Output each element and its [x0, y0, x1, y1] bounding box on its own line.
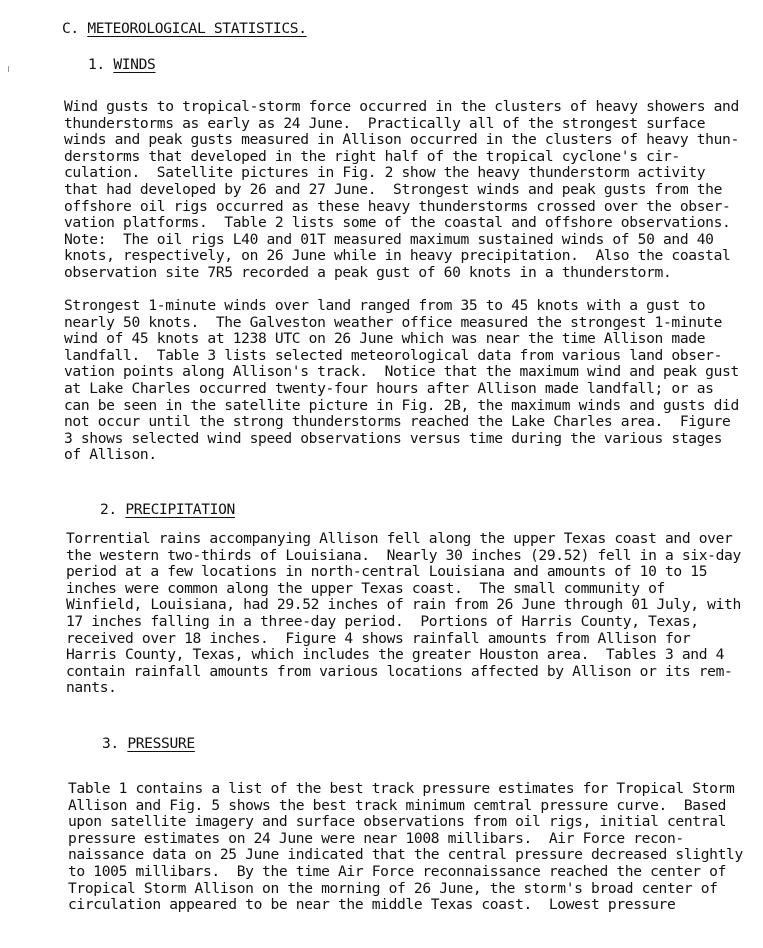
text-line: to 1005 millibars. By the time Air Force reconnaissance reached the center of: [68, 862, 727, 880]
text-line: 3 shows selected wind speed observations versus time during the various stages: [64, 429, 723, 447]
text-line: not occur until the strong thunderstorms reached the Lake Charles area. Figure: [64, 413, 731, 431]
text-line: Strongest 1-minute winds over land ranged from 35 to 45 knots with a gust to: [64, 297, 706, 314]
precipitation-number: 2.: [100, 501, 117, 518]
winds-paragraph-1: [64, 99, 754, 282]
text-line: can be seen in the satellite picture in Fig. 2B, the maximum winds and gusts did: [64, 396, 739, 414]
text-line: wind of 45 knots at 1238 UTC on 26 June which was near the time Allison made: [64, 330, 706, 348]
text-line: Harris County, Texas, which includes the greater Houston area. Tables 3 and 4: [66, 646, 725, 664]
scan-artifact: [8, 66, 9, 72]
text-line: Note: The oil rigs L40 and 01T measured maximum sustained winds of 50 and 40: [64, 230, 714, 248]
text-line: vation points along Allison's track. Notice that the maximum wind and peak gust: [64, 363, 739, 381]
text-line: derstorms that developed in the right half of the tropical cyclone's cir-: [64, 147, 680, 165]
text-line: Tropical Storm Allison on the morning of 26 June, the storm's broad center of: [68, 879, 718, 897]
text-line: vation platforms. Table 2 lists some of the coastal and offshore observations.: [64, 214, 731, 232]
text-line: received over 18 inches. Figure 4 shows rainfall amounts from Allison for: [66, 629, 691, 647]
winds-heading: [88, 56, 156, 73]
text-line: Wind gusts to tropical-storm force occurred in the clusters of heavy showers and: [64, 98, 739, 115]
text-line: inches were common along the upper Texas coast. The small community of: [66, 579, 665, 597]
text-line: nearly 50 knots. The Galveston weather office measured the strongest 1-minute: [64, 313, 723, 331]
text-line: culation. Satellite pictures in Fig. 2 show the heavy thunderstorm activity: [64, 164, 706, 182]
text-line: thunderstorms as early as 24 June. Practically all of the strongest surface: [64, 114, 706, 132]
section-label: C.: [62, 20, 79, 37]
text-line: period at a few locations in north-central Louisiana and amounts of 10 to 15: [66, 563, 708, 581]
text-line: Table 1 contains a list of the best track pressure estimates for Tropical Storm: [68, 780, 735, 797]
text-line: observation site 7R5 recorded a peak gust of 60 knots in a thunderstorm.: [64, 263, 672, 281]
text-line: pressure estimates on 24 June were near 1008 millibars. Air Force recon-: [68, 829, 684, 847]
precipitation-paragraph: [66, 531, 756, 697]
text-line: knots, respectively, on 26 June while in heavy precipitation. Also the coastal: [64, 247, 731, 265]
text-line: the western two-thirds of Louisiana. Nearly 30 inches (29.52) fell in a six-day: [66, 546, 741, 564]
precipitation-heading: [100, 501, 235, 518]
text-line: that had developed by 26 and 27 June. Strongest winds and peak gusts from the: [64, 180, 723, 198]
pressure-heading: [102, 735, 195, 752]
precipitation-title: PRECIPITATION: [125, 501, 235, 518]
text-line: landfall. Table 3 lists selected meteorological data from various land obser-: [64, 346, 723, 364]
text-line: 17 inches falling in a three-day period. Portions of Harris County, Texas,: [66, 612, 699, 630]
winds-title: WINDS: [113, 56, 156, 73]
section-header: [62, 20, 307, 37]
text-line: contain rainfall amounts from various locations affected by Allison or its rem-: [66, 662, 733, 680]
text-line: naissance data on 25 June indicated that the central pressure decreased slightly: [68, 846, 743, 864]
text-line: upon satellite imagery and surface observations from oil rigs, initial central: [68, 813, 727, 831]
text-line: at Lake Charles occurred twenty-four hours after Allison made landfall; or as: [64, 379, 714, 397]
text-line: of Allison.: [64, 446, 157, 464]
winds-paragraph-2: [64, 298, 754, 464]
text-line: Torrential rains accompanying Allison fell along the upper Texas coast and over: [66, 530, 733, 547]
pressure-number: 3.: [102, 735, 119, 752]
pressure-paragraph: [68, 781, 758, 914]
text-line: Winfield, Louisiana, had 29.52 inches of rain from 26 June through 01 July, with: [66, 596, 741, 614]
text-line: winds and peak gusts measured in Allison occurred in the clusters of heavy thun-: [64, 131, 739, 149]
section-title: METEOROLOGICAL STATISTICS.: [87, 20, 307, 37]
text-line: circulation appeared to be near the middle Texas coast. Lowest pressure: [68, 896, 676, 914]
text-line: offshore oil rigs occurred as these heavy thunderstorms crossed over the obser-: [64, 197, 731, 215]
text-line: Allison and Fig. 5 shows the best track minimum cemtral pressure curve. Based: [68, 796, 727, 814]
text-line: nants.: [66, 679, 117, 697]
pressure-title: PRESSURE: [127, 735, 195, 752]
winds-number: 1.: [88, 56, 105, 73]
